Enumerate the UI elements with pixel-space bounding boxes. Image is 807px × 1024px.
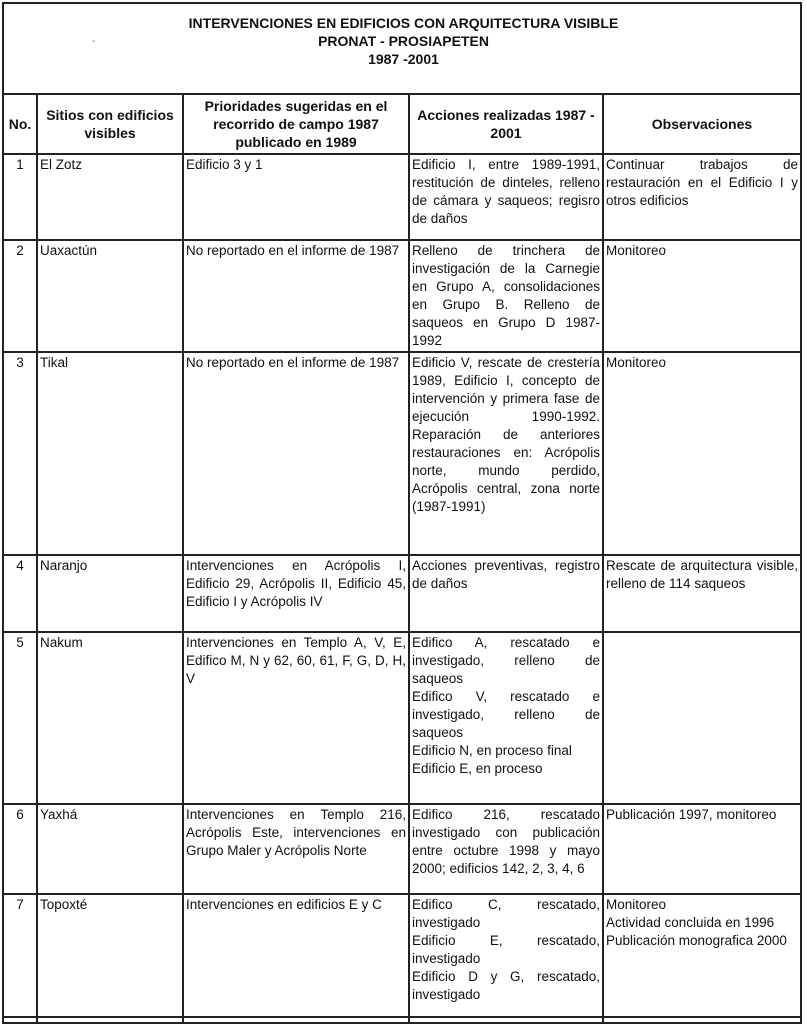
cell-observaciones (603, 154, 801, 240)
cell-sitio: Tikal (37, 352, 183, 555)
cell-acciones (409, 154, 603, 240)
cell-observaciones (603, 894, 801, 1023)
cell-prioridades: Intervenciones en Acrópolis I, Edificio 29, Acrópolis II, Edificio 45, Edificio I y Acrópolis IV (183, 555, 409, 632)
observacion-entry: Monitoreo (606, 897, 667, 912)
cell-no: 1 (3, 154, 37, 240)
title-line-3: 1987 -2001 (368, 51, 439, 67)
cell-prioridades: Intervenciones en edificios E y C (183, 894, 409, 1023)
accion-entry: Edificio I, entre 1989-1991, restitución de dinteles, relleno de cámara y saqueos; regisro de daños (412, 157, 600, 226)
cell-prioridades: Intervenciones en Templo A, V, E, Edifico M, N y 62, 60, 61, F, G, D, H, V (183, 632, 409, 804)
header-sitios: Sitios con edificios visibles (37, 94, 183, 154)
cell-observaciones (603, 352, 801, 555)
cell-sitio: Nakum (37, 632, 183, 804)
accion-entry: Edificio D y G, rescatado, investigado (412, 969, 600, 1002)
observacion-entry: Continuar trabajos de restauración en el Edificio I y otros edificios (606, 157, 798, 208)
cell-acciones (409, 555, 603, 632)
table-row (3, 894, 801, 1023)
cell-no: 3 (3, 352, 37, 555)
observacion-entry: Publicación 1997, monitoreo (606, 807, 777, 822)
cell-observaciones (603, 632, 801, 804)
cell-sitio: Yaxhá (37, 804, 183, 894)
accion-entry: Relleno de trinchera de investigación de la Carnegie en Grupo A, consolidaciones en Grupo B. Relleno de saqueos en Grupo D 1987-1992 (412, 243, 600, 348)
accion-entry: Edifico 216, rescatado investigado con publicación entre octubre 1998 y mayo 2000; edificios 142, 2, 3, 4, 6 (412, 807, 600, 876)
accion-entry: Edificio E, rescatado, investigado (412, 933, 600, 966)
cell-prioridades: No reportado en el informe de 1987 (183, 352, 409, 555)
cell-acciones (409, 352, 603, 555)
cell-prioridades: Intervenciones en Templo 216, Acrópolis Este, intervenciones en Grupo Maler y Acrópolis Norte (183, 804, 409, 894)
table-row (3, 352, 801, 555)
header-no: No. (3, 94, 37, 154)
cell-no: 7 (3, 894, 37, 1023)
table-row (3, 240, 801, 352)
accion-entry: Edifico A, rescatado e investigado, relleno de saqueos (412, 635, 600, 686)
header-observaciones: Observaciones (603, 94, 801, 154)
stray-mark: ` (92, 40, 96, 51)
observacion-entry: Monitoreo (606, 243, 667, 258)
table-row (3, 804, 801, 894)
table-row (3, 555, 801, 632)
cell-no: 6 (3, 804, 37, 894)
cell-observaciones (603, 240, 801, 352)
interventions-table (2, 93, 802, 1024)
cell-no: 2 (3, 240, 37, 352)
cell-acciones (409, 894, 603, 1023)
document-title (0, 14, 807, 68)
cell-acciones (409, 240, 603, 352)
cell-observaciones (603, 804, 801, 894)
observacion-entry: Monitoreo (606, 355, 667, 370)
title-line-2: PRONAT - PROSIAPETEN (318, 33, 489, 49)
observacion-entry: Rescate de arquitectura visible, relleno de 114 saqueos (606, 558, 798, 591)
table-row (3, 632, 801, 804)
accion-entry: Edificio V, rescate de crestería 1989, Edificio I, concepto de intervención y primera fase de ejecución 1990-1992. Reparación de anteriores restauraciones en: Acrópolis norte, mundo perdido, Acrópolis central, zona norte (1987-1991) (412, 355, 600, 514)
accion-entry: Edificio N, en proceso final (412, 743, 572, 758)
accion-entry: Acciones preventivas, registro de daños (412, 558, 600, 591)
cell-no: 4 (3, 555, 37, 632)
observacion-entry: Actividad concluida en 1996 (606, 915, 775, 930)
cell-prioridades: Edificio 3 y 1 (183, 154, 409, 240)
header-row (3, 94, 801, 154)
accion-entry: Edifico V, rescatado e investigado, relleno de saqueos (412, 689, 600, 740)
table-row (3, 154, 801, 240)
cell-observaciones (603, 555, 801, 632)
cell-acciones (409, 804, 603, 894)
header-prioridades: Prioridades sugeridas en el recorrido de campo 1987 publicado en 1989 (183, 94, 409, 154)
cell-sitio: El Zotz (37, 154, 183, 240)
cell-prioridades: No reportado en el informe de 1987 (183, 240, 409, 352)
cell-sitio: Topoxté (37, 894, 183, 1023)
header-acciones: Acciones realizadas 1987 - 2001 (409, 94, 603, 154)
cell-sitio: Naranjo (37, 555, 183, 632)
cell-sitio: Uaxactún (37, 240, 183, 352)
accion-entry: Edifico C, rescatado, investigado (412, 897, 600, 930)
observacion-entry: Publicación monografica 2000 (606, 933, 787, 948)
title-line-1: INTERVENCIONES EN EDIFICIOS CON ARQUITECTURA VISIBLE (188, 15, 619, 31)
cell-no: 5 (3, 632, 37, 804)
accion-entry: Edificio E, en proceso (412, 761, 543, 776)
cell-acciones (409, 632, 603, 804)
